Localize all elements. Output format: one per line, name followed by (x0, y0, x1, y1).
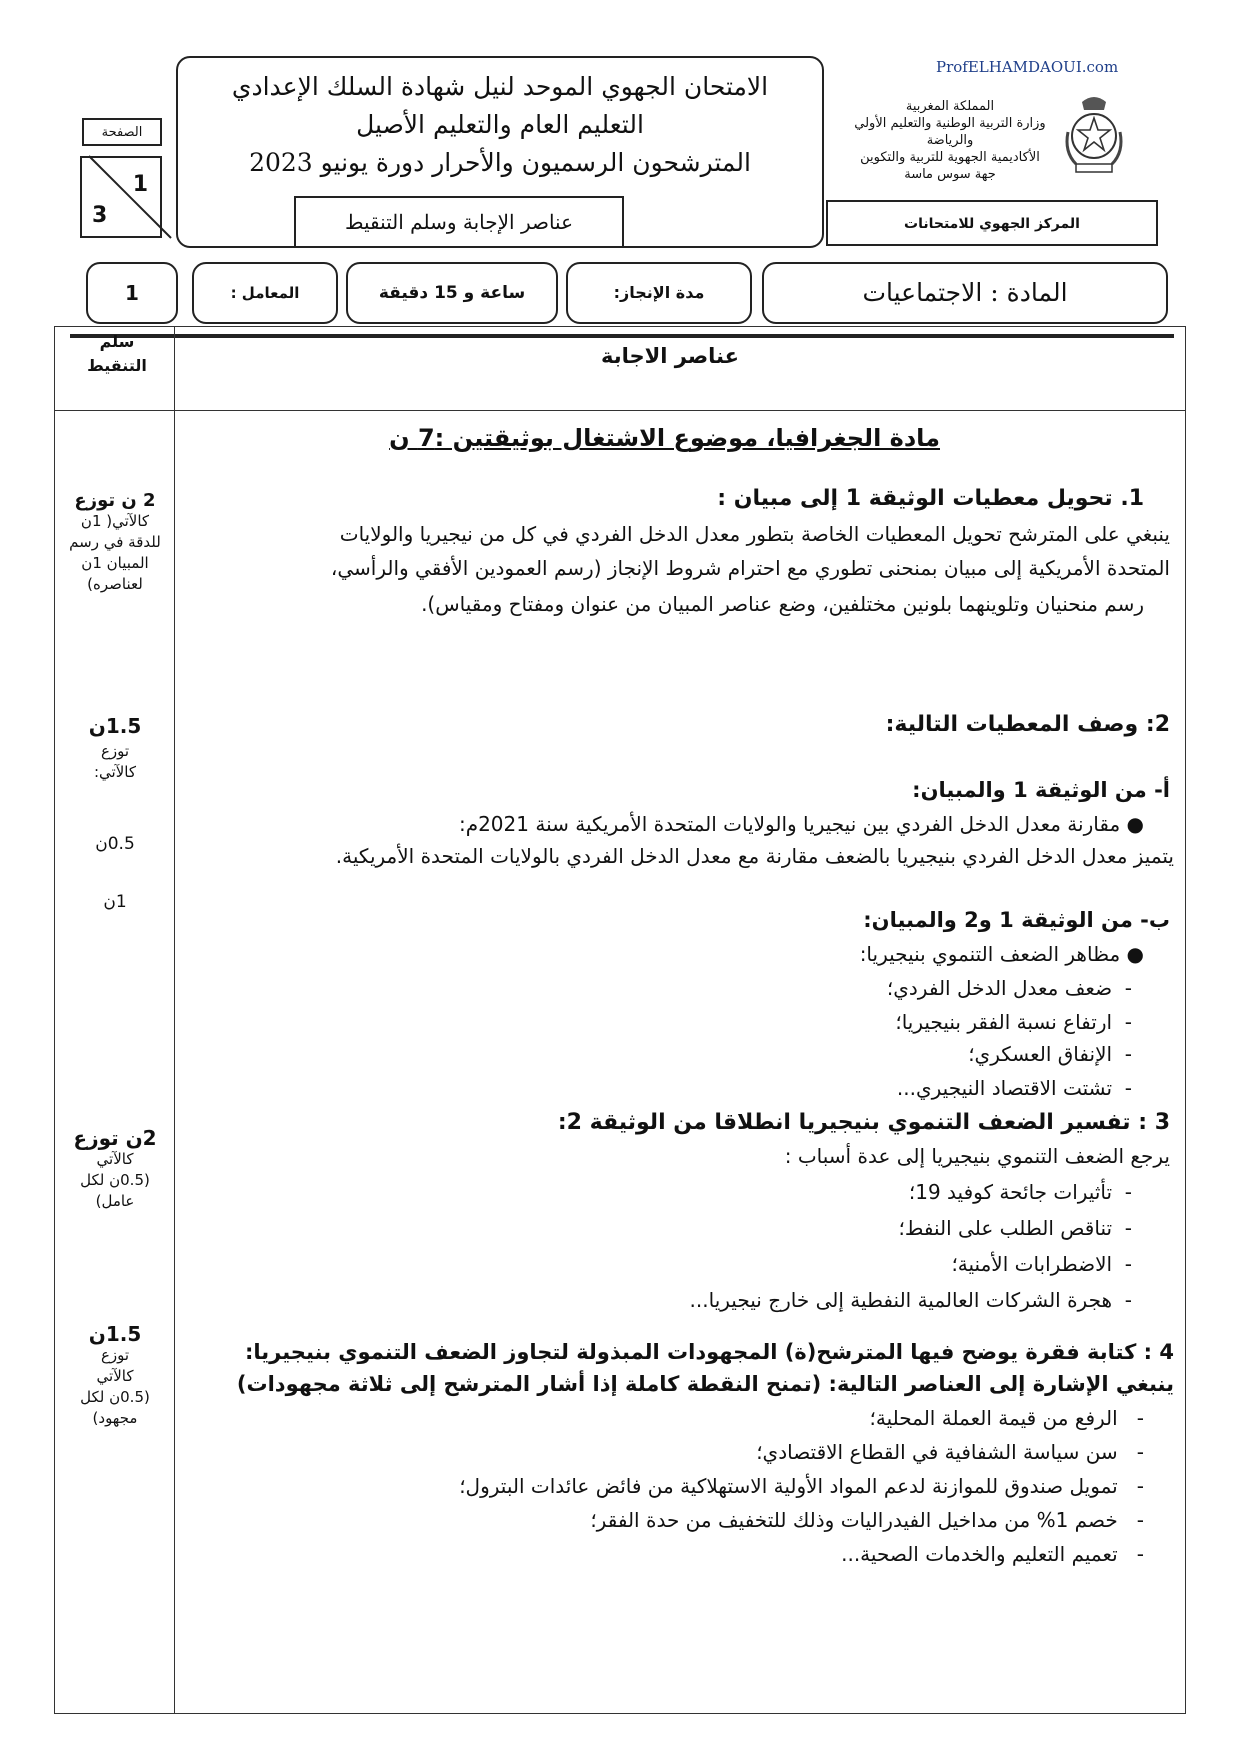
q2a-score: 0.5ن (95, 834, 135, 854)
q4-item-text: خصم 1% من مداخيل الفيدراليات وذلك للتخفيف من حدة الفقر؛ (590, 1508, 1118, 1532)
q4-item: - خصم 1% من مداخيل الفيدراليات وذلك للتخفيف من حدة الفقر؛ (590, 1508, 1144, 1532)
kingdom-emblem-icon (1062, 92, 1126, 178)
q3-item: - تناقص الطلب على النفط؛ (898, 1216, 1132, 1240)
ministry-line: الأكاديمية الجهوية للتربية والتكوين (860, 150, 1040, 165)
q2b-item-text: ضعف معدل الدخل الفردي؛ (886, 976, 1113, 1000)
q2a-title: أ- من الوثيقة 1 والمبيان: (912, 778, 1170, 802)
q2a-answer: يتميز معدل الدخل الفردي بنيجيريا بالضعف مقارنة مع معدل الدخل الفردي بالولايات المتحدة الأمريكية. (335, 844, 1174, 868)
q4-item-text: تمويل صندوق للموازنة لدعم المواد الأولية الاستهلاكية من فائض عائدات البترول؛ (459, 1474, 1118, 1498)
q4-item-text: الرفع من قيمة العملة المحلية؛ (869, 1406, 1118, 1430)
score-line: مجهود) (92, 1409, 138, 1427)
q2a-bullet-text: مقارنة معدل الدخل الفردي بين نيجيريا والولايات المتحدة الأمريكية سنة 2021م: (458, 812, 1121, 836)
score-line: توزع (100, 742, 130, 760)
q2b-item-text: الإنفاق العسكري؛ (968, 1042, 1113, 1066)
q4-item: - سن سياسة الشفافية في القطاع الاقتصادي؛ (756, 1440, 1144, 1464)
q2b-item-text: تشتت الاقتصاد النيجيري... (896, 1076, 1113, 1100)
q2b-score: 1ن (103, 892, 127, 912)
regional-center-box (826, 200, 1158, 246)
q1-text: رسم منحنيان وتلوينهما بلونين مختلفين، وضع عناصر المبيان من عنوان ومفتاح ومقياس). (421, 592, 1144, 616)
q3-score (60, 1128, 170, 1212)
q4-score (60, 1324, 170, 1429)
score-line: المبيان 1ن (81, 554, 149, 572)
exam-title-line: الامتحان الجهوي الموحد لنيل شهادة السلك الإعدادي (231, 72, 769, 101)
score-line: كالآتي (96, 1367, 134, 1385)
scale-column-header (62, 330, 172, 378)
page-label: الصفحة (82, 118, 162, 146)
ministry-line: وزارة التربية الوطنية والتعليم الأولي والرياضة (854, 116, 1046, 148)
score-line: توزع (100, 1346, 130, 1364)
ministry-block (845, 98, 1055, 183)
scale-header-line: التنقيط (87, 356, 147, 375)
coefficient-value: 1 (86, 262, 178, 324)
duration-value: ساعة و 15 دقيقة (346, 262, 558, 324)
score-line: كالآتي: (94, 763, 136, 781)
q2a-bullet: ● مقارنة معدل الدخل الفردي بين نيجيريا والولايات المتحدة الأمريكية سنة 2021م: (458, 812, 1144, 836)
score-line: 1.5ن (88, 1322, 142, 1346)
score-line: كالآتي( 1ن (80, 512, 150, 530)
q3-intro: يرجع الضعف التنموي بنيجيريا إلى عدة أسباب : (784, 1144, 1170, 1168)
duration-label: مدة الإنجاز: (566, 262, 752, 324)
q4-item: - تمويل صندوق للموازنة لدعم المواد الأولية الاستهلاكية من فائض عائدات البترول؛ (459, 1474, 1144, 1498)
q4-item-text: سن سياسة الشفافية في القطاع الاقتصادي؛ (756, 1440, 1118, 1464)
page-number-box (80, 156, 162, 238)
q2b-title: ب- من الوثيقة 1 و2 والمبيان: (863, 908, 1170, 932)
q3-item-text: تناقص الطلب على النفط؛ (898, 1216, 1113, 1240)
q1-text: المتحدة الأمريكية إلى مبيان بمنحنى تطوري مع احترام شروط الإنجاز (رسم العمودين الأفقي والرأسي، (330, 556, 1170, 580)
q4-instruction: ينبغي الإشارة إلى العناصر التالية: (تمنح النقطة كاملة إذا أشار المترشح إلى ثلاثة مجهودات) (236, 1372, 1174, 1396)
score-line: للدقة في رسم (69, 533, 161, 551)
coefficient-label: المعامل : (192, 262, 338, 324)
q3-title: 3 : تفسير الضعف التنموي بنيجيريا انطلاقا من الوثيقة 2: (557, 1110, 1170, 1135)
q2-score (60, 716, 170, 783)
score-line: 2 ن توزع (74, 490, 156, 511)
q3-item: - تأثيرات جائحة كوفيد 19؛ (908, 1180, 1132, 1204)
score-line: (0.5ن لكل (80, 1388, 150, 1406)
score-line: لعناصره) (87, 575, 143, 593)
q4-item: - الرفع من قيمة العملة المحلية؛ (869, 1406, 1144, 1430)
q3-item: - هجرة الشركات العالمية النفطية إلى خارج نيجيريا... (689, 1288, 1132, 1312)
exam-title-line: التعليم العام والتعليم الأصيل (356, 110, 644, 139)
q1-text: ينبغي على المترشح تحويل المعطيات الخاصة بتطور معدل الدخل الفردي في كل من نيجيريا والولايات (339, 522, 1170, 546)
q2b-bullet-text: مظاهر الضعف التنموي بنيجيريا: (859, 942, 1121, 966)
section-title: مادة الجغرافيا، موضوع الاشتغال بوثيقتين :7 ن (389, 424, 940, 452)
scale-header-line: سلم (99, 332, 135, 351)
regional-center-label: المركز الجهوي للامتحانات (904, 216, 1080, 232)
score-line: 1.5ن (88, 714, 142, 738)
q2b-item: - ضعف معدل الدخل الفردي؛ (886, 976, 1132, 1000)
exam-title-line: المترشحون الرسميون والأحرار دورة يونيو 2023 (249, 148, 751, 177)
q3-item-text: تأثيرات جائحة كوفيد 19؛ (908, 1180, 1113, 1204)
score-line: (0.5ن لكل (80, 1171, 150, 1189)
ministry-line: جهة سوس ماسة (904, 167, 996, 182)
q3-item-text: هجرة الشركات العالمية النفطية إلى خارج نيجيريا... (689, 1288, 1113, 1312)
q3-item: - الاضطرابات الأمنية؛ (951, 1252, 1132, 1276)
q1-title: 1. تحويل معطيات الوثيقة 1 إلى مبيان : (717, 486, 1144, 511)
q2b-item: - الإنفاق العسكري؛ (968, 1042, 1132, 1066)
q2b-item-text: ارتفاع نسبة الفقر بنيجيريا؛ (895, 1010, 1113, 1034)
q4-item-text: تعميم التعليم والخدمات الصحية... (841, 1542, 1118, 1566)
score-line: عامل) (95, 1192, 135, 1210)
page-total: 3 (92, 203, 108, 228)
table-header-divider (54, 410, 1186, 411)
q2b-item: - ارتفاع نسبة الفقر بنيجيريا؛ (895, 1010, 1132, 1034)
score-line: 2ن توزع (73, 1126, 157, 1150)
score-line: كالآتي (96, 1150, 134, 1168)
q4-title: 4 : كتابة فقرة يوضح فيها المترشح(ة) المجهودات المبذولة لتجاوز الضعف التنموي بنيجيريا: (245, 1340, 1174, 1364)
ministry-line: المملكة المغربية (905, 99, 995, 114)
q2b-bullet: ● مظاهر الضعف التنموي بنيجيريا: (859, 942, 1144, 966)
q2b-item: - تشتت الاقتصاد النيجيري... (896, 1076, 1132, 1100)
answers-scale-title: عناصر الإجابة وسلم التنقيط (294, 196, 624, 248)
answers-column-header: عناصر الاجابة (601, 344, 739, 368)
page-current: 1 (132, 172, 148, 197)
q1-score (60, 490, 170, 595)
subject-label: المادة : الاجتماعيات (762, 262, 1168, 324)
table-column-divider (174, 326, 175, 1714)
site-watermark: ProfELHAMDAOUI.com (936, 58, 1119, 76)
q2-title: 2: وصف المعطيات التالية: (885, 712, 1170, 737)
q4-item: - تعميم التعليم والخدمات الصحية... (841, 1542, 1144, 1566)
q3-item-text: الاضطرابات الأمنية؛ (951, 1252, 1113, 1276)
